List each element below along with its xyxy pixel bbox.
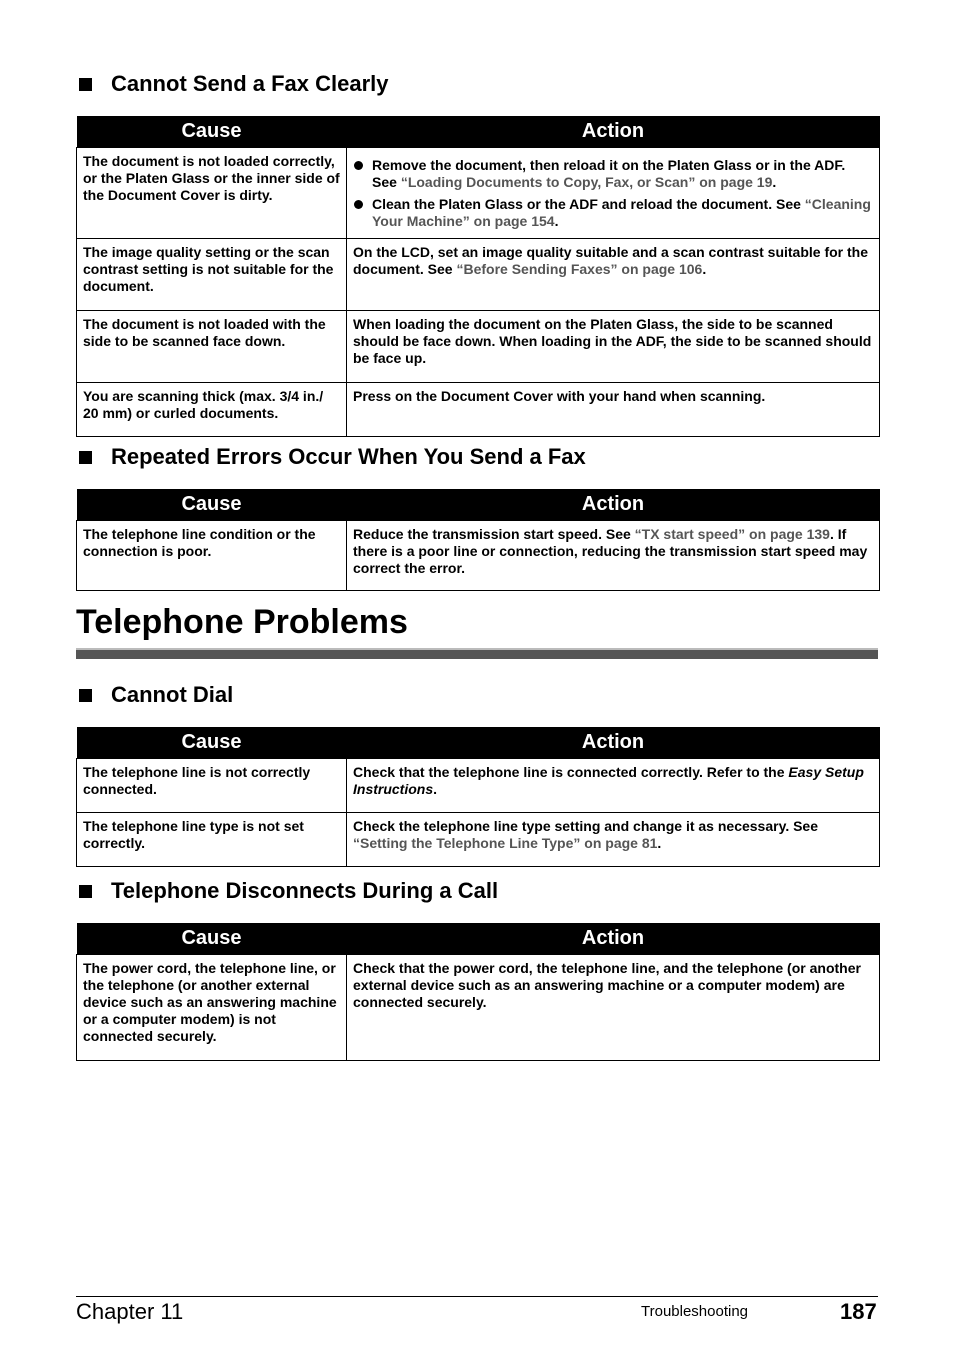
page-number: 187 (840, 1299, 877, 1324)
bullet-item: Clean the Platen Glass or the ADF and reload the document. See “Cleaning Your Machine” on page 154. (353, 196, 873, 230)
section-heading-fax-clear: Cannot Send a Fax Clearly (76, 71, 389, 97)
col-header-cause: Cause (77, 116, 347, 148)
table-fax-clear (76, 116, 880, 437)
bullet-dot-icon (354, 200, 363, 209)
action-cell (347, 148, 880, 239)
table-repeated-errors (76, 489, 880, 591)
action-cell: Check the telephone line type setting and change it as necessary. See “Setting the Telephone Line Type” on page 81. (347, 813, 880, 867)
col-header-action: Action (347, 727, 880, 759)
cause-cell: The telephone line type is not set correctly. (77, 813, 347, 867)
action-cell: Press on the Document Cover with your hand when scanning. (347, 383, 880, 437)
cause-cell: The power cord, the telephone line, or the telephone (or another external device such as an answering machine or a computer modem) is not connected securely. (77, 955, 347, 1061)
cause-cell: The telephone line condition or the connection is poor. (77, 521, 347, 591)
footer-chapter: Chapter 11 (76, 1299, 184, 1324)
footer-section-name: Troubleshooting (641, 1303, 749, 1320)
page-reference-link[interactable]: “TX start speed” on page 139 (634, 526, 830, 542)
action-cell: On the LCD, set an image quality suitable and a scan contrast suitable for the document. See “Before Sending Faxes” on page 106. (347, 239, 880, 311)
footer-rule (76, 1296, 878, 1297)
cause-cell: The document is not loaded with the side to be scanned face down. (77, 311, 347, 383)
action-cell: Reduce the transmission start speed. See “TX start speed” on page 139. If there is a poor line or connection, reducing the transmission start speed may correct the error. (347, 521, 880, 591)
square-bullet-icon (79, 885, 92, 898)
cause-cell: The image quality setting or the scan contrast setting is not suitable for the document. (77, 239, 347, 311)
table-row (77, 383, 880, 437)
section-heading-repeated-errors: Repeated Errors Occur When You Send a Fax (76, 444, 586, 470)
section-heading-disconnects: Telephone Disconnects During a Call (76, 878, 498, 904)
document-title: Easy Setup Instructions (353, 764, 864, 797)
col-header-cause: Cause (77, 923, 347, 955)
bullet-dot-icon (354, 161, 363, 170)
page-reference-link[interactable]: “Cleaning Your Machine” on page 154 (372, 196, 871, 229)
page-reference-link[interactable]: “Before Sending Faxes” on page 106 (456, 261, 703, 277)
col-header-action: Action (347, 923, 880, 955)
bullet-item: Remove the document, then reload it on the Platen Glass or in the ADF. See “Loading Documents to Copy, Fax, or Scan” on page 19. (353, 157, 873, 191)
square-bullet-icon (79, 451, 92, 464)
table-row (77, 955, 880, 1061)
col-header-action: Action (347, 116, 880, 148)
page-reference-link[interactable]: “Loading Documents to Copy, Fax, or Scan” on page 19 (400, 174, 773, 190)
square-bullet-icon (79, 689, 92, 702)
cause-cell: The telephone line is not correctly connected. (77, 759, 347, 813)
table-row (77, 813, 880, 867)
page-reference-link[interactable]: “Setting the Telephone Line Type” on page 81 (353, 835, 658, 851)
page-title: Telephone Problems (76, 603, 408, 641)
table-row (77, 521, 880, 591)
action-cell: When loading the document on the Platen Glass, the side to be scanned should be face down. When loading in the ADF, the side to be scanned should be face up. (347, 311, 880, 383)
table-disconnects (76, 923, 880, 1061)
table-row (77, 239, 880, 311)
section-heading-cannot-dial: Cannot Dial (76, 682, 233, 708)
action-cell: Check that the telephone line is connected correctly. Refer to the Easy Setup Instructions. (347, 759, 880, 813)
title-rule (76, 648, 878, 659)
table-row (77, 759, 880, 813)
cause-cell: You are scanning thick (max. 3/4 in./ 20 mm) or curled documents. (77, 383, 347, 437)
table-row (77, 311, 880, 383)
action-cell: Check that the power cord, the telephone line, and the telephone (or another external device such as an answering machine or a computer modem) are connected securely. (347, 955, 880, 1061)
table-row (77, 148, 880, 239)
col-header-action: Action (347, 489, 880, 521)
cause-cell: The document is not loaded correctly, or the Platen Glass or the inner side of the Document Cover is dirty. (77, 148, 347, 239)
table-cannot-dial (76, 727, 880, 867)
col-header-cause: Cause (77, 727, 347, 759)
col-header-cause: Cause (77, 489, 347, 521)
square-bullet-icon (79, 78, 92, 91)
